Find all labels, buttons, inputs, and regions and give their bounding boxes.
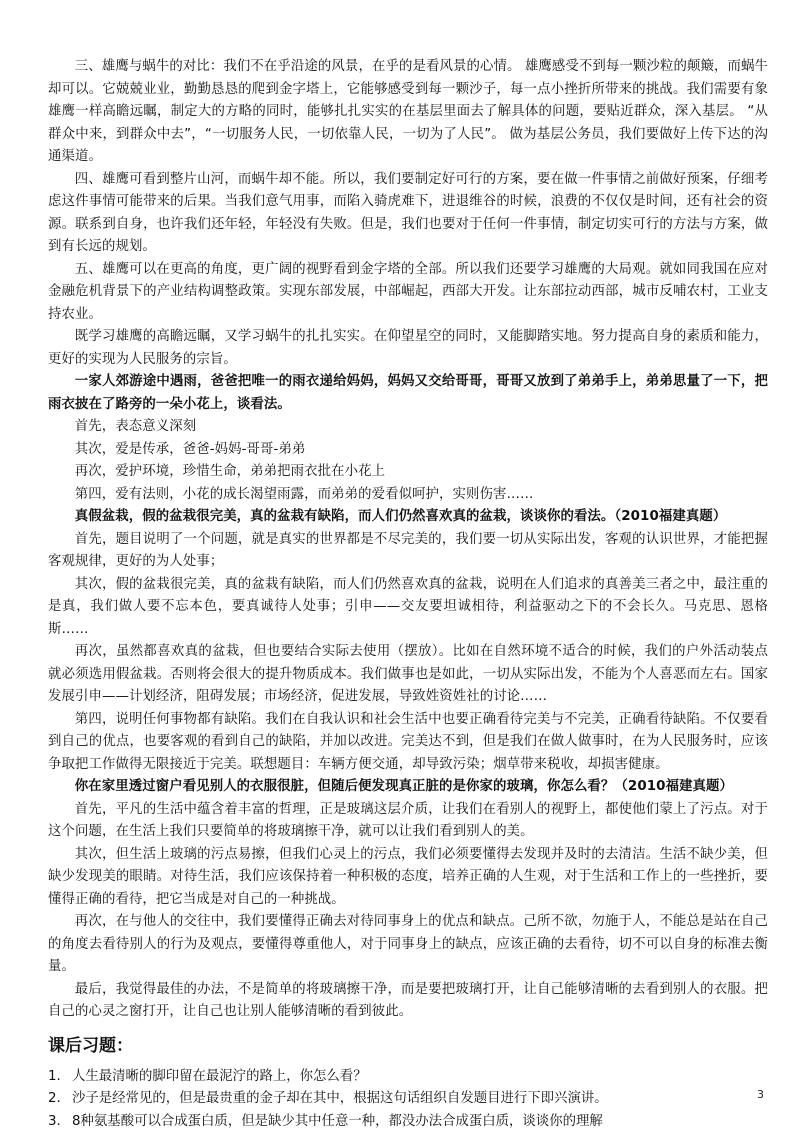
paragraph: 再次，虽然都喜欢真的盆栽，但也要结合实际去使用（摆放）。比如在自然环境不适合的时候，我们的户外活动装点就必须选用假盆栽。否则将会很大的提升物质成本。我们做事也是如此，一切从实际出发，不能为个人喜恶而左右。国家发展引申——计划经济，阻碍发展；市场经济，促进发展，导致姓资姓社的讨论…… <box>48 641 768 709</box>
paragraph: 三、雄鹰与蜗牛的对比：我们不在乎沿途的风景，在乎的是看风景的心情。 雄鹰感受不到每一颗沙粒的颠簸，而蜗牛却可以。它兢兢业业，勤勤恳恳的爬到金字塔上，它能够感受到每一颗沙子，每一点小挫折所带来的挑战。我们需要有象雄鹰一样高瞻远瞩，制定大的方略的同时，能够扎扎实实的在基层里面去了解具体的问题，要贴近群众，深入基层。 “从群众中来，到群众中去”，“一切服务人民，一切依靠人民，一切为了人民”。 做为基层公务员，我们要做好上传下达的沟通渠道。 <box>48 56 768 169</box>
question-heading: 一家人郊游途中遇雨，爸爸把唯一的雨衣递给妈妈，妈妈又交给哥哥，哥哥又放到了弟弟手上，弟弟思量了一下，把雨衣披在了路旁的一朵小花上，谈看法。 <box>48 371 768 416</box>
exercise-number: 1. <box>48 1066 72 1089</box>
paragraph: 第四，爱有法则，小花的成长渴望雨露，而弟弟的爱看似呵护，实则伤害…… <box>48 484 768 507</box>
paragraph: 其次，但生活上玻璃的污点易擦，但我们心灵上的污点，我们必须要懂得去发现并及时的去清洁。生活不缺少美，但缺少发现美的眼睛。对待生活，我们应该保持着一种积极的态度，培养正确的人生观，对于生活和工作上的一些挫折，要懂得正确的看待，把它当成是对自己的一种挑战。 <box>48 844 768 912</box>
exercise-text: 人生最清晰的脚印留在最泥泞的路上，你怎么看？ <box>72 1066 367 1089</box>
exercise-text: 沙子是经常见的，但是最贵重的金子却在其中，根据这句话组织自发题目进行下即兴演讲。 <box>72 1088 608 1111</box>
paragraph: 既学习雄鹰的高瞻远瞩，又学习蜗牛的扎扎实实。在仰望星空的同时，又能脚踏实地。努力提高自身的素质和能力，更好的实现为人民服务的宗旨。 <box>48 326 768 371</box>
exercise-item <box>48 1088 768 1111</box>
exercise-text: 8种氨基酸可以合成蛋白质，但是缺少其中任意一种，都没办法合成蛋白质，谈谈你的理解 <box>72 1111 603 1133</box>
body-text <box>48 56 768 1024</box>
exercise-item <box>48 1066 768 1089</box>
document-page <box>48 56 768 1133</box>
question-heading: 真假盆栽，假的盆栽很完美，真的盆栽有缺陷，而人们仍然喜欢真的盆栽，谈谈你的看法。（2010福建真题） <box>48 506 768 529</box>
exercise-item <box>48 1111 768 1133</box>
paragraph: 首先，表态意义深刻 <box>48 416 768 439</box>
paragraph: 最后，我觉得最佳的办法，不是简单的将玻璃擦干净，而是要把玻璃打开，让自己能够清晰的去看到别人的衣服。把自己的心灵之窗打开，让自己也让别人能够清晰的看到彼此。 <box>48 979 768 1024</box>
page-number: 3 <box>757 1088 764 1101</box>
exercise-number: 2. <box>48 1088 72 1111</box>
paragraph: 首先，平凡的生活中蕴含着丰富的哲理，正是玻璃这层介质，让我们在看别人的视野上，都使他们蒙上了污点。对于这个问题，在生活上我们只要简单的将玻璃擦干净，就可以让我们看到别人的美。 <box>48 799 768 844</box>
paragraph: 四、雄鹰可看到整片山河，而蜗牛却不能。所以，我们要制定好可行的方案，要在做一件事情之前做好预案，仔细考虑这件事情可能带来的后果。当我们意气用事，而陷入骑虎难下，进退维谷的时候，浪费的不仅仅是时间，还有社会的资源。联系到自身，也许我们还年轻，年轻没有失败。但是，我们也要对于任何一件事情，制定切实可行的方法与方案，做到有长远的规划。 <box>48 169 768 259</box>
exercises-heading: 课后习题： <box>48 1034 768 1058</box>
paragraph: 再次，爱护环境，珍惜生命，弟弟把雨衣批在小花上 <box>48 461 768 484</box>
paragraph: 再次，在与他人的交往中，我们要懂得正确去对待同事身上的优点和缺点。己所不欲，勿施于人，不能总是站在自己的角度去看待别人的行为及观点，要懂得尊重他人，对于同事身上的缺点，应该正确的去看待，切不可以自身的标准去衡量。 <box>48 911 768 979</box>
paragraph: 五、雄鹰可以在更高的角度，更广阔的视野看到金字塔的全部。所以我们还要学习雄鹰的大局观。就如同我国在应对金融危机背景下的产业结构调整政策。实现东部发展，中部崛起，西部大开发。让东部拉动西部，城市反哺农村，工业支持农业。 <box>48 259 768 327</box>
question-heading: 你在家里透过窗户看见别人的衣服很脏，但随后便发现真正脏的是你家的玻璃，你怎么看？（2010福建真题） <box>48 776 768 799</box>
paragraph: 第四，说明任何事物都有缺陷。我们在自我认识和社会生活中也要正确看待完美与不完美，正确看待缺陷。不仅要看到自己的优点，也要客观的看到自己的缺陷，并加以改进。完美达不到，但是我们在做人做事时，在为人民服务时，应该争取把工作做得无限接近于完美。联想题目：车辆方便交通，却导致污染；烟草带来税收，却损害健康。 <box>48 709 768 777</box>
exercise-number: 3. <box>48 1111 72 1133</box>
paragraph: 其次，爱是传承，爸爸-妈妈-哥哥-弟弟 <box>48 439 768 462</box>
paragraph: 首先，题目说明了一个问题，就是真实的世界都是不尽完美的，我们要一切从实际出发，客观的认识世界，才能把握客观规律，更好的为人处事； <box>48 529 768 574</box>
paragraph: 其次，假的盆栽很完美，真的盆栽有缺陷，而人们仍然喜欢真的盆栽，说明在人们追求的真善美三者之中，最注重的是真，我们做人要不忘本色，要真诚待人处事；引申——交友要坦诚相待，利益驱动之下的不会长久。马克思、恩格斯…… <box>48 574 768 642</box>
